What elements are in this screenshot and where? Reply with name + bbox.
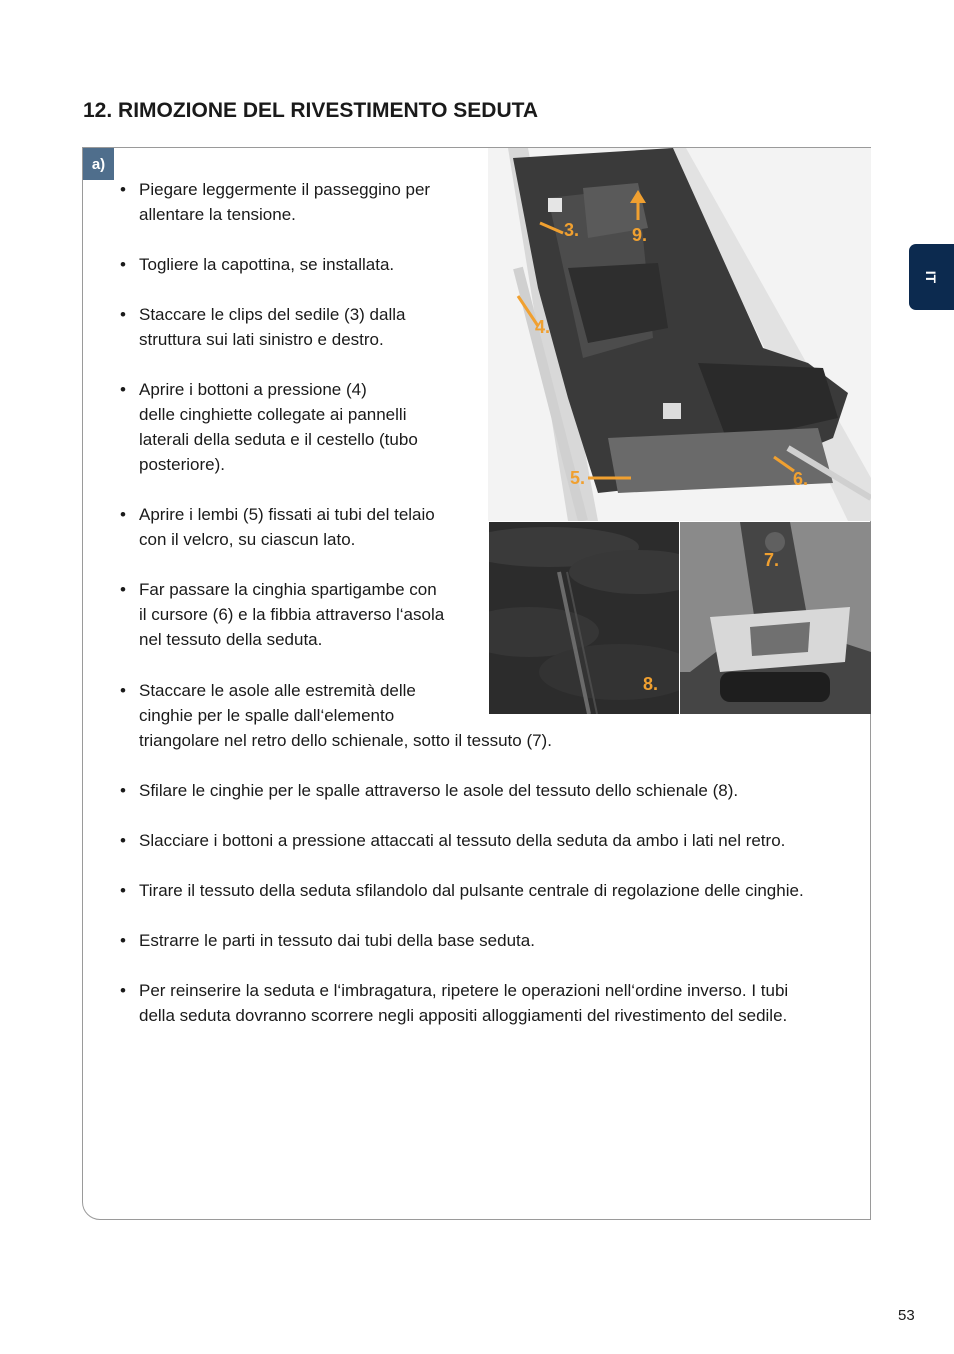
bullet-dot: •: [120, 681, 126, 700]
instruction-line: Aprire i bottoni a pressione (4): [139, 380, 367, 399]
instruction-line: il cursore (6) e la fibbia attraverso l‘asola: [139, 605, 445, 624]
instruction-line: delle cinghiette collegate ai pannelli: [139, 405, 407, 424]
bullet-dot: •: [120, 881, 126, 900]
bullet-dot: •: [120, 831, 126, 850]
instruction-line: cinghie per le spalle dall‘elemento: [139, 706, 395, 725]
step-badge: a): [83, 148, 114, 180]
language-tab-label: IT: [923, 270, 940, 284]
callout-8: 8.: [643, 674, 659, 694]
bullet-dot: •: [120, 781, 126, 800]
instruction-line: della seduta dovranno scorrere negli appositi alloggiamenti del rivestimento del sedile.: [139, 1006, 788, 1025]
instruction-line: nel tessuto della seduta.: [139, 630, 323, 649]
instruction-line: Sfilare le cinghie per le spalle attraverso le asole del tessuto dello schienale (8).: [139, 781, 739, 800]
bullet-dot: •: [120, 931, 126, 950]
language-tab[interactable]: [909, 244, 954, 310]
callout-7: 7.: [764, 550, 780, 570]
instruction-line: Slacciare i bottoni a pressione attaccati al tessuto della seduta da ambo i lati nel retro.: [139, 831, 786, 850]
callout-6: 6.: [793, 469, 809, 489]
bullet-dot: •: [120, 255, 126, 274]
bullet-dot: •: [120, 180, 126, 199]
callout-9: 9.: [632, 225, 648, 245]
instruction-line: triangolare nel retro dello schienale, sotto il tessuto (7).: [139, 731, 552, 750]
instruction-line: allentare la tensione.: [139, 205, 296, 224]
section-title: 12. RIMOZIONE DEL RIVESTIMENTO SEDUTA: [83, 99, 539, 122]
bullet-dot: •: [120, 380, 126, 399]
instruction-line: Togliere la capottina, se installata.: [139, 255, 395, 274]
bullet-dot: •: [120, 981, 126, 1000]
instruction-line: Far passare la cinghia spartigambe con: [139, 580, 437, 599]
instruction-line: Staccare le asole alle estremità delle: [139, 681, 416, 700]
instruction-line: laterali della seduta e il cestello (tubo: [139, 430, 418, 449]
instruction-line: posteriore).: [139, 455, 225, 474]
callout-3: 3.: [564, 220, 580, 240]
instruction-line: Aprire i lembi (5) fissati ai tubi del telaio: [139, 505, 435, 524]
instruction-line: con il velcro, su ciascun lato.: [139, 530, 356, 549]
instruction-line: Estrarre le parti in tessuto dai tubi della base seduta.: [139, 931, 535, 950]
instruction-line: struttura sui lati sinistro e destro.: [139, 330, 384, 349]
callout-5: 5.: [570, 468, 586, 488]
page-number: 53: [898, 1307, 915, 1324]
instruction-line: Piegare leggermente il passeggino per: [139, 180, 431, 199]
callout-4: 4.: [535, 317, 551, 337]
instruction-line: Per reinserire la seduta e l‘imbragatura, ripetere le operazioni nell‘ordine inverso. I tubi: [139, 981, 789, 1000]
bullet-dot: •: [120, 305, 126, 324]
instruction-line: Tirare il tessuto della seduta sfilandolo dal pulsante centrale di regolazione delle cinghie.: [139, 881, 804, 900]
bullet-dot: •: [120, 580, 126, 599]
instruction-line: Staccare le clips del sedile (3) dalla: [139, 305, 406, 324]
bullet-dot: •: [120, 505, 126, 524]
